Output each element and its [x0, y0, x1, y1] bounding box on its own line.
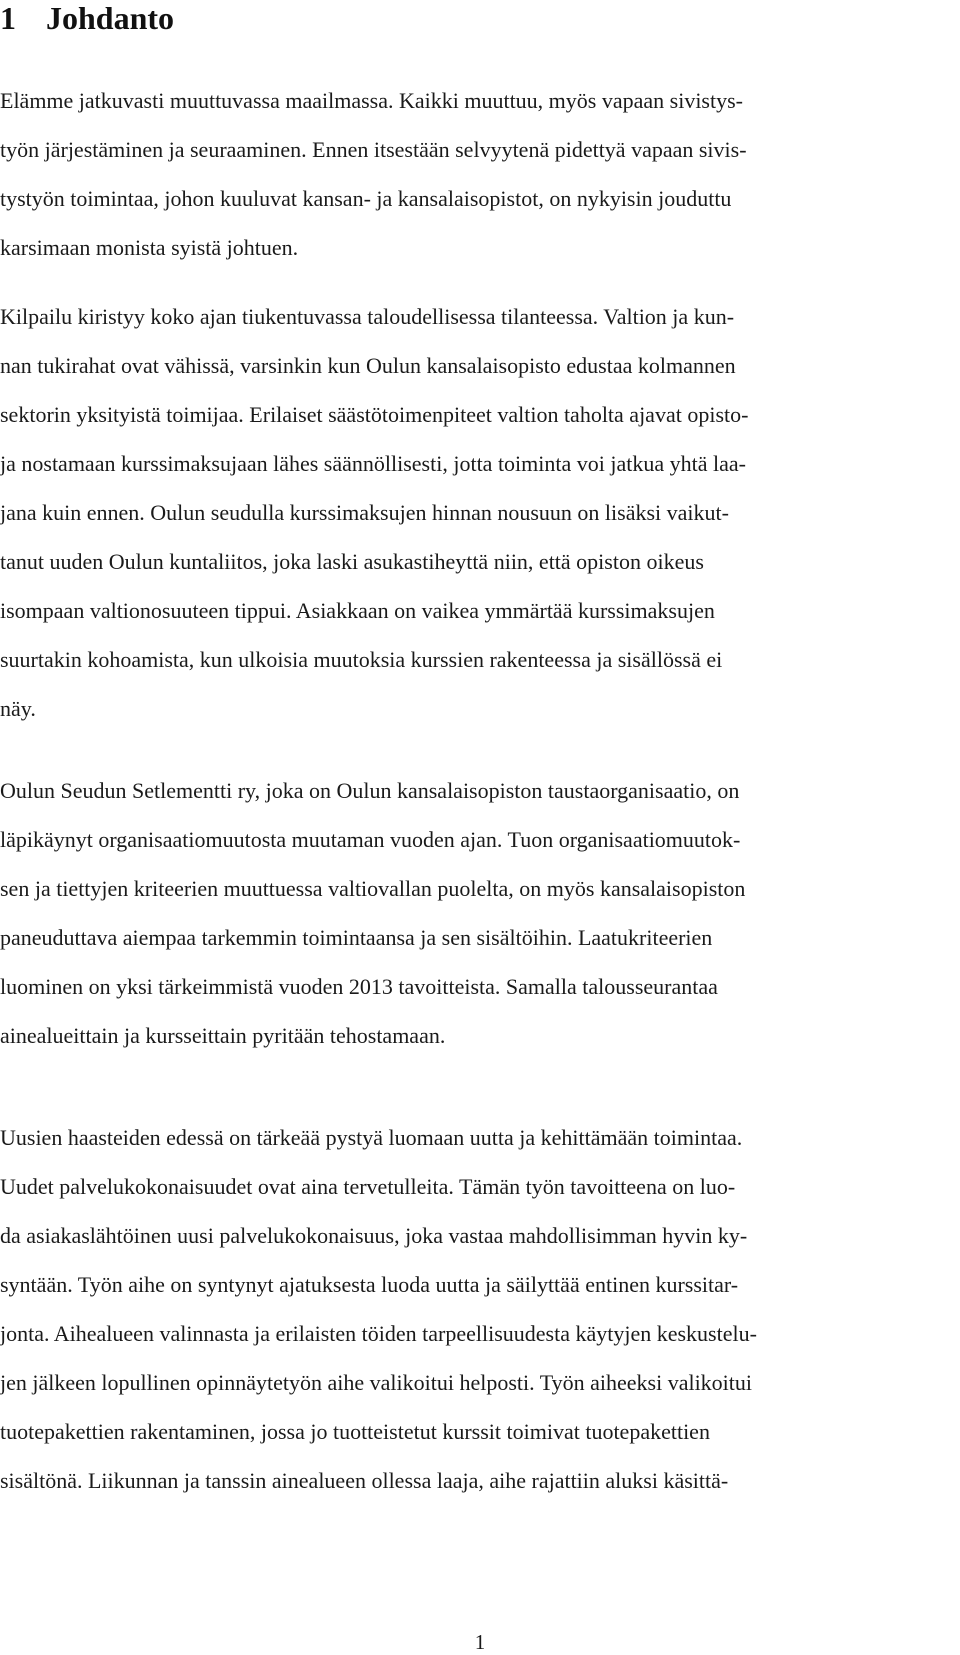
text-line: jonta. Aihealueen valinnasta ja erilaisten töiden tarpeellisuudesta käytyjen keskustelu- [0, 1321, 757, 1346]
section-number: 1 [0, 0, 16, 36]
section-heading [0, 0, 174, 36]
paragraph-intro [0, 76, 960, 272]
text-line: Oulun Seudun Setlementti ry, joka on Oulun kansalaisopiston taustaorganisaatio, on [0, 778, 740, 803]
text-line: tuotepakettien rakentaminen, jossa jo tuotteistetut kurssit toimivat tuotepakettien [0, 1419, 710, 1444]
text-line: da asiakaslähtöinen uusi palvelukokonaisuus, joka vastaa mahdollisimman hyvin ky- [0, 1223, 748, 1248]
text-line: Uudet palvelukokonaisuudet ovat aina tervetulleita. Tämän työn tavoitteena on luo- [0, 1174, 736, 1199]
text-line: Uusien haasteiden edessä on tärkeää pystyä luomaan uutta ja kehittämään toimintaa. [0, 1125, 743, 1150]
text-line: luominen on yksi tärkeimmistä vuoden 2013 tavoitteista. Samalla talousseurantaa [0, 974, 718, 999]
text-line: Kilpailu kiristyy koko ajan tiukentuvassa taloudellisessa tilanteessa. Valtion ja kun- [0, 304, 735, 329]
text-line: tystyön toimintaa, johon kuuluvat kansan- ja kansalaisopistot, on nykyisin jouduttu [0, 186, 732, 211]
paragraph-competition [0, 292, 960, 733]
page-number: 1 [474, 1630, 486, 1654]
text-line: karsimaan monista syistä johtuen. [0, 235, 299, 260]
text-line: työn järjestäminen ja seuraaminen. Ennen itsestään selvyytenä pidettyä vapaan sivis- [0, 137, 747, 162]
text-line: jen jälkeen lopullinen opinnäytetyön aihe valikoitui helposti. Työn aiheeksi valikoitui [0, 1370, 753, 1395]
section-title: Johdanto [46, 0, 175, 36]
text-line: suurtakin kohoamista, kun ulkoisia muutoksia kurssien rakenteessa ja sisällössä ei [0, 647, 723, 672]
paragraph-organisation [0, 766, 960, 1060]
text-line: Elämme jatkuvasti muuttuvassa maailmassa. Kaikki muuttuu, myös vapaan sivistys- [0, 88, 743, 113]
text-line: tanut uuden Oulun kuntaliitos, joka laski asukastiheyttä niin, että opiston oikeus [0, 549, 704, 574]
text-line: jana kuin ennen. Oulun seudulla kurssimaksujen hinnan nousuun on lisäksi vaikut- [0, 500, 729, 525]
text-line: läpikäynyt organisaatiomuutosta muutaman vuoden ajan. Tuon organisaatiomuutok- [0, 827, 741, 852]
text-line: sektorin yksityistä toimijaa. Erilaiset säästötoimenpiteet valtion taholta ajavat opisto- [0, 402, 749, 427]
text-line: isompaan valtionosuuteen tippui. Asiakkaan on vaikea ymmärtää kurssimaksujen [0, 598, 715, 623]
text-line: syntään. Työn aihe on syntynyt ajatuksesta luoda uutta ja säilyttää entinen kurssitar- [0, 1272, 739, 1297]
text-line: näy. [0, 696, 36, 721]
text-line: ainealueittain ja kursseittain pyritään tehostamaan. [0, 1023, 446, 1048]
paragraph-challenges [0, 1113, 960, 1505]
text-line: sisältönä. Liikunnan ja tanssin ainealueen ollessa laaja, aihe rajattiin aluksi käsittä- [0, 1468, 729, 1493]
text-line: sen ja tiettyjen kriteerien muuttuessa valtiovallan puolelta, on myös kansalaisopiston [0, 876, 746, 901]
text-line: ja nostamaan kurssimaksujaan lähes säännöllisesti, jotta toiminta voi jatkua yhtä laa- [0, 451, 746, 476]
text-line: nan tukirahat ovat vähissä, varsinkin kun Oulun kansalaisopisto edustaa kolmannen [0, 353, 736, 378]
text-line: paneuduttava aiempaa tarkemmin toimintaansa ja sen sisältöihin. Laatukriteerien [0, 925, 713, 950]
